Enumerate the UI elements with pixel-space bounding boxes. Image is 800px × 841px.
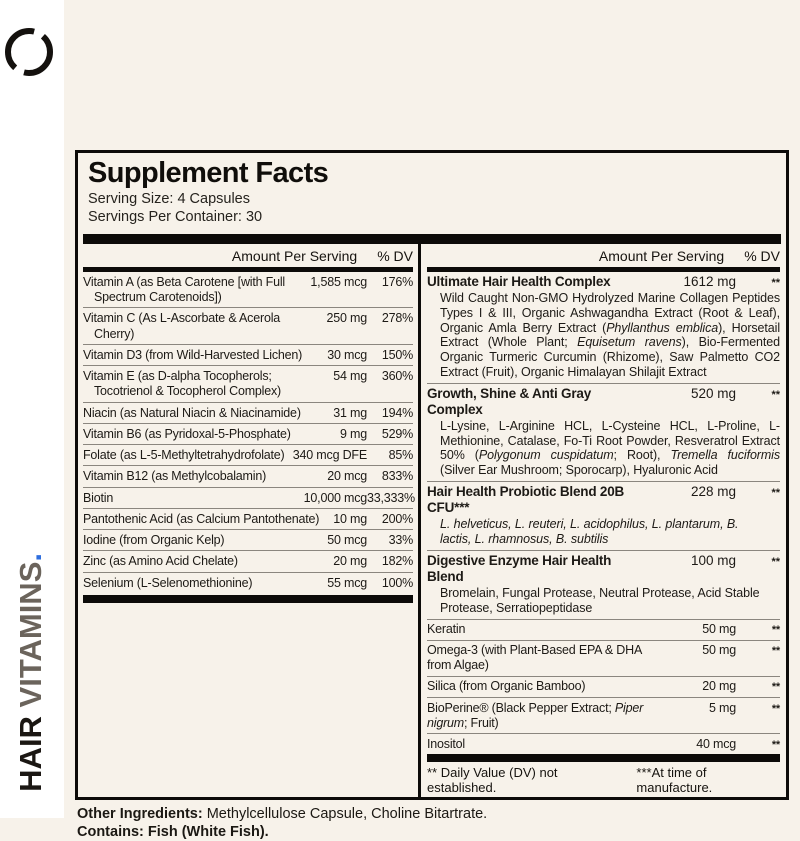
right-end-bar [427,754,780,762]
nutrient-dv: ** [771,702,780,715]
nutrient-amount: 50 mg [702,643,736,658]
nutrient-amount: 10,000 mcg [303,490,367,505]
section-name: Growth, Shine & Anti Gray Complex [427,385,592,417]
nutrient-name: Vitamin A (as Beta Carotene [with Full Spectrum Carotenoids]) [83,274,285,305]
nutrient-dv: 360% [381,369,413,384]
table-row [427,697,780,733]
nutrient-name: Vitamin E (as D-alpha Tocopherols; Tocotrienol & Tocopherol Complex) [83,369,282,399]
table-row [427,619,780,640]
section-description: L-Lysine, L-Arginine HCL, L-Cysteine HCL, L-Proline, L-Methionine, Catalase, Fo-Ti Root Powder, Resveratrol Extract 50% (Polygonum cuspidatum; Root), Tremella fuciformis (Silver Ear Mushroom; Sporocarp), Hyaluronic Acid [440,418,780,478]
section-dv: ** [771,555,780,568]
nutrient-name: Folate (as L-5-Methyltetrahydrofolate) [83,448,285,463]
nutrient-dv: ** [771,738,780,751]
section-dv: ** [771,276,780,289]
nutrient-name: Pantothenic Acid (as Calcium Pantothenate) [83,511,320,526]
nutrient-name: Vitamin B6 (as Pyridoxal-5-Phosphate) [83,426,291,441]
right-column-header [427,244,780,267]
table-row [83,365,413,402]
table-row [83,307,413,344]
nutrient-amount: 9 mg [340,426,367,441]
section-description: Wild Caught Non-GMO Hydrolyzed Marine Collagen Peptides Types I & III, Organic Ashwagandha Extract (Root & Leaf), Organic Amla Berry Extract (Phyllanthus emblica), Horsetail Extract (Whole Plant; Equisetum ravens), Bio-Fermented Organic Turmeric Curcumin (Rhizome), Saw Palmetto CO2 Extract (Fruit), Organic Himalayan Shilajit Extract [440,291,780,379]
table-row [83,487,413,508]
nutrient-amount: 1,585 mcg [310,274,367,289]
footnote [427,762,780,797]
section-amount: 100 mg [690,552,736,568]
amount-header-label: Amount Per Serving [231,247,358,264]
nutrient-dv: ** [771,624,780,637]
nutrient-name: Vitamin D3 (from Wild-Harvested Lichen) [83,347,303,362]
nutrient-dv: 33,333% [367,490,415,505]
brand-sidebar [0,0,64,818]
nutrient-amount: 340 mcg DFE [292,448,367,463]
blend-section [427,272,780,383]
label-content [75,150,789,841]
nutrient-dv: 85% [388,448,413,463]
nutrient-amount: 5 mg [709,700,736,715]
table-row [83,423,413,444]
left-column-header [83,244,413,267]
dv-header-label: % DV [377,247,413,264]
supplement-facts-panel [75,150,789,800]
footnote-mfg: ***At time of manufacture. [636,765,713,796]
left-end-bar [83,595,413,603]
nutrient-amount: 50 mcg [327,533,367,548]
nutrient-name: Niacin (as Natural Niacin & Niacinamide) [83,405,301,420]
brand-dot: . [13,553,48,562]
broken-circle-logo-icon [4,25,56,84]
nutrient-name: Keratin [427,622,466,637]
below-panel-text [75,805,789,841]
section-description: L. helveticus, L. reuteri, L. acidophilus, L. plantarum, B. lactis, L. rhamnosus, B. subtilis [440,517,739,546]
footnote-dv: ** Daily Value (DV) not established. [427,765,558,796]
left-column [78,244,418,797]
section-dv: ** [771,486,780,499]
nutrient-amount: 54 mg [333,369,367,384]
section-name: Ultimate Hair Health Complex [427,273,611,289]
facts-title: Supplement Facts [88,157,329,189]
amount-header-label: Amount Per Serving [598,247,725,264]
servings-per-container: Servings Per Container: 30 [88,209,263,226]
right-sections [427,272,780,619]
facts-header [78,153,786,230]
table-row [83,465,413,486]
table-row [427,676,780,697]
section-amount: 228 mg [690,483,736,499]
nutrient-dv: 278% [381,311,413,326]
nutrient-amount: 55 mcg [327,575,367,590]
nutrient-dv: ** [771,681,780,694]
table-row [83,550,413,571]
nutrient-name: Iodine (from Organic Kelp) [83,533,225,548]
blend-section [427,481,780,550]
section-amount: 520 mg [690,385,736,401]
nutrient-amount: 40 mcg [696,736,736,751]
nutrient-name: Vitamin C (As L-Ascorbate & Acerola Cherry) [83,311,281,341]
right-rows [427,619,780,755]
brand-word-hair: HAIR [13,707,48,792]
serving-size: Serving Size: 4 Capsules [88,191,250,208]
nutrient-amount: 20 mg [333,554,367,569]
nutrient-name: Selenium (L-Selenomethionine) [83,575,253,590]
nutrient-dv: 529% [381,426,413,441]
nutrient-name: Vitamin B12 (as Methylcobalamin) [83,469,267,484]
blend-section [427,550,780,619]
nutrient-dv: 200% [381,511,413,526]
table-row [83,508,413,529]
nutrient-amount: 30 mcg [327,347,367,362]
table-row [83,444,413,465]
facts-columns [78,244,786,797]
nutrient-amount: 50 mg [702,622,736,637]
other-ingredients-label: Other Ingredients: [77,806,203,823]
brand-word-vitamins: VITAMINS [13,561,48,708]
nutrient-name: Omega-3 (with Plant-Based EPA & DHA from Algae) [427,643,642,673]
left-rows [83,272,413,593]
table-row [427,640,780,676]
nutrient-dv: ** [771,645,780,658]
nutrient-name: BioPerine® (Black Pepper Extract; Piper nigrum; Fruit) [427,700,644,730]
nutrient-amount: 10 mg [333,511,367,526]
section-name: Hair Health Probiotic Blend 20B CFU*** [427,483,625,516]
table-row [83,572,413,593]
table-row [83,344,413,365]
nutrient-dv: 100% [381,575,413,590]
section-amount: 1612 mg [683,273,736,289]
nutrient-dv: 194% [381,405,413,420]
vertical-brand-text [13,553,49,792]
nutrient-dv: 33% [388,533,413,548]
table-row [83,529,413,550]
right-column [421,244,786,797]
nutrient-name: Biotin [83,490,114,505]
table-row [83,402,413,423]
section-description: Bromelain, Fungal Protease, Neutral Protease, Acid Stable Protease, Serratiopeptidase [440,586,760,615]
section-dv: ** [771,388,780,401]
dv-header-label: % DV [744,247,780,264]
blend-section [427,383,780,481]
contains-statement: Contains: Fish (White Fish). [77,824,269,841]
nutrient-dv: 833% [381,469,413,484]
table-row [83,272,413,308]
nutrient-dv: 176% [381,274,413,289]
nutrient-dv: 182% [381,554,413,569]
nutrient-amount: 250 mg [326,311,367,326]
thick-divider-bar [83,234,781,244]
table-row [427,733,780,754]
nutrient-name: Inositol [427,736,466,751]
section-name: Digestive Enzyme Hair Health Blend [427,552,612,584]
nutrient-name: Zinc (as Amino Acid Chelate) [83,554,238,569]
nutrient-amount: 31 mg [333,405,367,420]
nutrient-dv: 150% [381,347,413,362]
nutrient-amount: 20 mcg [327,469,367,484]
nutrient-amount: 20 mg [702,679,736,694]
other-ingredients-value: Methylcellulose Capsule, Choline Bitartrate. [202,806,488,823]
other-ingredients [77,805,789,823]
nutrient-name: Silica (from Organic Bamboo) [427,679,586,694]
